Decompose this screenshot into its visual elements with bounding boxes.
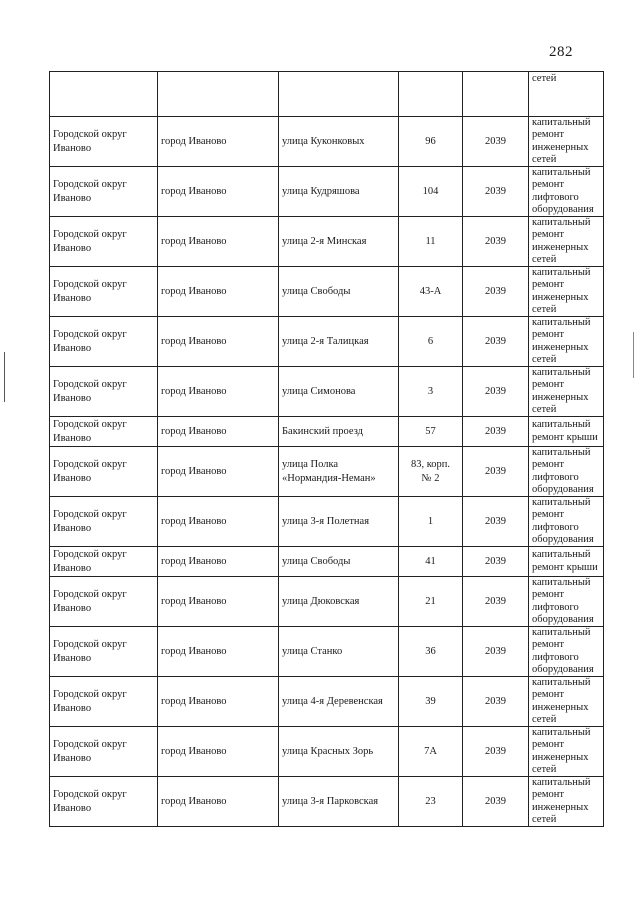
cell-work: капитальный ремонт инженерных сетей [529,727,604,777]
cell-year: 2039 [463,777,529,827]
cell-city: город Иваново [158,117,279,167]
cell-street: улица 2-я Талицкая [279,317,399,367]
cell-year: 2039 [463,627,529,677]
cell-city: город Иваново [158,677,279,727]
cell-district: Городской округ Иваново [50,677,158,727]
table-row [50,167,604,217]
cell-work: капитальный ремонт крыши [529,417,604,447]
cell-city: город Иваново [158,627,279,677]
cell-district: Городской округ Иваново [50,317,158,367]
cell-year: 2039 [463,367,529,417]
cell-work: капитальный ремонт лифтового оборудования [529,497,604,547]
cell-work: капитальный ремонт крыши [529,547,604,577]
scan-margin-mark [4,352,5,402]
cell-district: Городской округ Иваново [50,627,158,677]
cell-district: Городской округ Иваново [50,367,158,417]
table-body [50,72,604,827]
cell-work: капитальный ремонт инженерных сетей [529,777,604,827]
cell-city: город Иваново [158,267,279,317]
cell-street: улица Симонова [279,367,399,417]
cell-house: 1 [399,497,463,547]
cell-city: город Иваново [158,547,279,577]
cell-year: 2039 [463,117,529,167]
cell-year: 2039 [463,577,529,627]
table-row-carryover [50,72,604,117]
cell-street: улица Станко [279,627,399,677]
table-row [50,417,604,447]
cell-street: улица 4-я Деревенская [279,677,399,727]
cell-year: 2039 [463,447,529,497]
cell-district: Городской округ Иваново [50,777,158,827]
table-row [50,627,604,677]
capital-repair-table [49,71,604,827]
table-row [50,497,604,547]
cell-street: улица Кудряшова [279,167,399,217]
cell-city: город Иваново [158,417,279,447]
cell-city: город Иваново [158,577,279,627]
cell-house: 21 [399,577,463,627]
cell-district: Городской округ Иваново [50,217,158,267]
cell-work: капитальный ремонт лифтового оборудования [529,447,604,497]
cell-district: Городской округ Иваново [50,497,158,547]
cell-district: Городской округ Иваново [50,447,158,497]
table-row [50,727,604,777]
cell-house: 104 [399,167,463,217]
table-row [50,777,604,827]
cell-district: Городской округ Иваново [50,417,158,447]
table-row [50,267,604,317]
cell-house: 36 [399,627,463,677]
cell-year: 2039 [463,677,529,727]
cell-district: Городской округ Иваново [50,547,158,577]
cell-city: город Иваново [158,167,279,217]
cell-work: капитальный ремонт лифтового оборудования [529,627,604,677]
cell-district: Городской округ Иваново [50,117,158,167]
cell-street: улица 3-я Парковская [279,777,399,827]
cell-house: 96 [399,117,463,167]
cell-district: Городской округ Иваново [50,167,158,217]
cell-street: улица Свободы [279,547,399,577]
cell-year: 2039 [463,267,529,317]
cell-year: 2039 [463,167,529,217]
table-row [50,677,604,727]
cell-work: капитальный ремонт инженерных сетей [529,117,604,167]
cell-city: город Иваново [158,217,279,267]
cell-house [399,72,463,117]
page-number: 282 [549,44,573,60]
cell-district [50,72,158,117]
table-row [50,217,604,267]
cell-house: 41 [399,547,463,577]
cell-work: капитальный ремонт инженерных сетей [529,217,604,267]
cell-work: капитальный ремонт инженерных сетей [529,677,604,727]
cell-year: 2039 [463,317,529,367]
cell-city: город Иваново [158,497,279,547]
cell-house: 43-А [399,267,463,317]
cell-street: Бакинский проезд [279,417,399,447]
table-row [50,367,604,417]
cell-year: 2039 [463,497,529,547]
cell-year: 2039 [463,217,529,267]
cell-street: улица Куконковых [279,117,399,167]
cell-work: капитальный ремонт инженерных сетей [529,317,604,367]
cell-street [279,72,399,117]
cell-district: Городской округ Иваново [50,577,158,627]
cell-city [158,72,279,117]
cell-year [463,72,529,117]
cell-year: 2039 [463,547,529,577]
cell-city: город Иваново [158,447,279,497]
cell-district: Городской округ Иваново [50,267,158,317]
cell-city: город Иваново [158,317,279,367]
cell-house: 83, корп. № 2 [399,447,463,497]
cell-house: 6 [399,317,463,367]
cell-work: капитальный ремонт лифтового оборудования [529,577,604,627]
cell-house: 11 [399,217,463,267]
cell-city: город Иваново [158,367,279,417]
cell-district: Городской округ Иваново [50,727,158,777]
cell-street: улица 2-я Минская [279,217,399,267]
table-row [50,317,604,367]
cell-street: улица Дюковская [279,577,399,627]
table-row [50,447,604,497]
cell-work: капитальный ремонт инженерных сетей [529,267,604,317]
cell-street: улица Свободы [279,267,399,317]
cell-house: 57 [399,417,463,447]
cell-work: капитальный ремонт инженерных сетей [529,367,604,417]
cell-street: улица Красных Зорь [279,727,399,777]
cell-street: улица Полка «Нормандия-Неман» [279,447,399,497]
cell-city: город Иваново [158,727,279,777]
cell-city: город Иваново [158,777,279,827]
table-row [50,547,604,577]
cell-house: 23 [399,777,463,827]
table-row [50,117,604,167]
cell-work: капитальный ремонт лифтового оборудования [529,167,604,217]
cell-year: 2039 [463,417,529,447]
cell-house: 39 [399,677,463,727]
cell-street: улица 3-я Полетная [279,497,399,547]
table-row [50,577,604,627]
cell-house: 7А [399,727,463,777]
scan-edge-mark [633,332,634,378]
cell-house: 3 [399,367,463,417]
cell-year: 2039 [463,727,529,777]
cell-work: сетей [529,72,604,117]
